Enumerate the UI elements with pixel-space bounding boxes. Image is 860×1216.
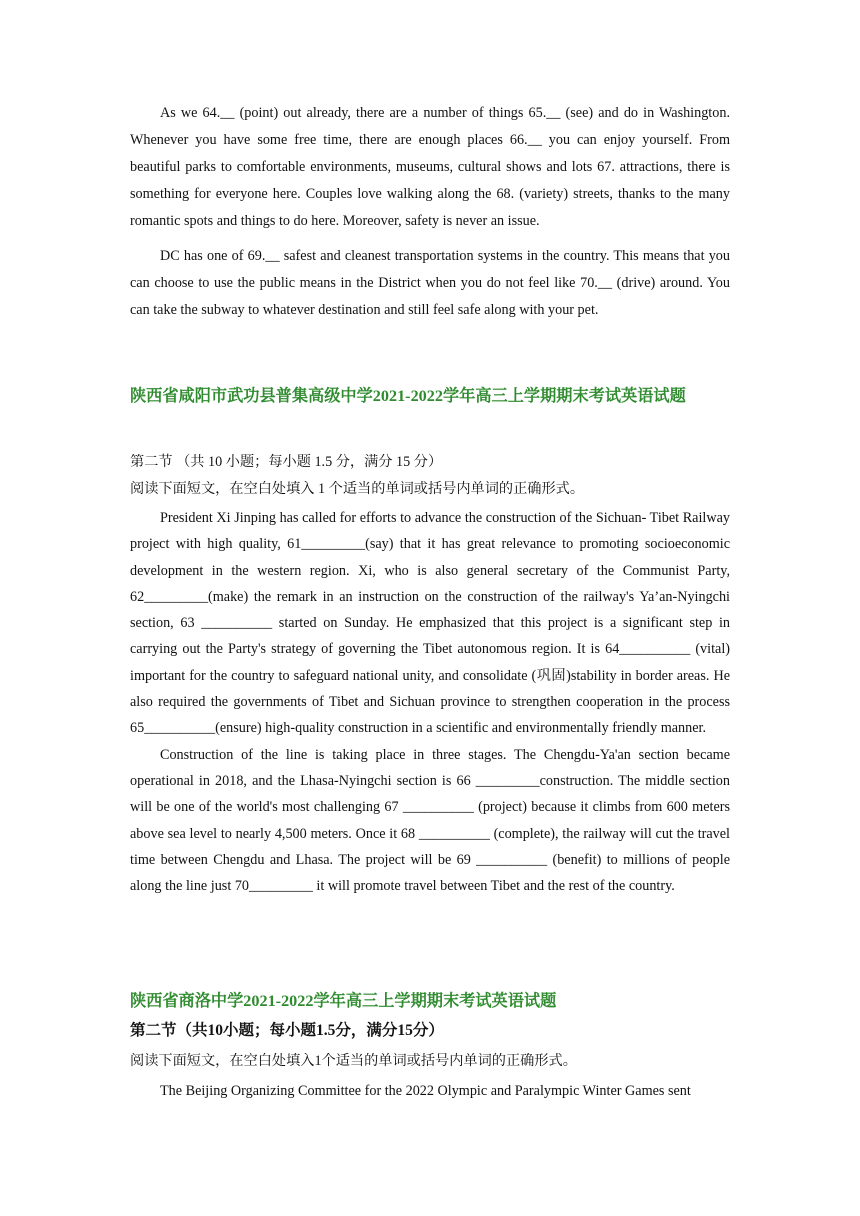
paragraph: Construction of the line is taking place in three stages. The Chengdu-Ya'an section became operational in 2018, and the Lhasa-Nyingchi section is 66 _________construction. The middle section will be one of the world's most challenging 67 __________ (project) because it climbs from 600 meters above sea level to nearly 4,500 meters. Once it 68 __________ (complete), the railway will cut the travel time between Chengdu and Lhasa. The project will be 69 __________ (benefit) to millions of people along the line just 70_________ it will promote travel between Tibet and the rest of the country.	[130, 746, 730, 895]
instruction-text: 阅读下面短文，在空白处填入 1 个适当的单词或括号内单词的正确形式。	[130, 481, 585, 497]
section-subtitle: 第二节 （共 10 小题；每小题 1.5 分，满分 15 分）	[130, 454, 443, 470]
passage-washington	[130, 100, 730, 324]
passage-railway	[130, 505, 730, 899]
paragraph: As we 64.__ (point) out already, there are a number of things 65.__ (see) and do in Washington. Whenever you have some free time, there are enough places 66.__ you can enjoy yourself. From beautiful parks to comfortable environments, museums, cultural shows and lots 67. attractions, there is something for everyone here. Couples love walking along the 68. (variety) streets, thanks to the many romantic spots and things to do here. Moreover, safety is never an issue.	[130, 105, 730, 229]
section-subtitle: 第二节（共10小题；每小题1.5分，满分15分）	[130, 1022, 444, 1039]
paragraph: The Beijing Organizing Committee for the 2022 Olympic and Paralympic Winter Games sent	[160, 1083, 691, 1099]
paragraph: DC has one of 69.__ safest and cleanest transportation systems in the country. This means that you can choose to use the public means in the District when you do not feel like 70.__ (drive) around. You can take the subway to whatever destination and still feel safe along with your pet.	[130, 248, 730, 318]
paragraph: President Xi Jinping has called for efforts to advance the construction of the Sichuan- Tibet Railway project with high quality, 61_________(say) that it has great relevance to promoting socioeconomic development in the western region. Xi, who is also general secretary of the Communist Party, 62_________(make) the remark in an instruction on the construction of the railway's Ya’an-Nyingchi section, 63 __________ started on Sunday. He emphasized that this project is a significant step in carrying out the Party's strategy of governing the Tibet autonomous region. It is 64__________ (vital) important for the country to safeguard national unity, and consolidate (巩固)stability in border areas. He also required the governments of Tibet and Sichuan province to strengthen cooperation in the process 65__________(ensure) high-quality construction in a scientific and environmentally friendly manner.	[130, 510, 730, 737]
passage-olympics	[130, 1078, 730, 1104]
section-title: 陕西省商洛中学2021-2022学年高三上学期期末考试英语试题	[130, 992, 557, 1010]
section-title: 陕西省咸阳市武功县普集高级中学2021-2022学年高三上学期期末考试英语试题	[130, 387, 686, 405]
instruction-text: 阅读下面短文，在空白处填入1个适当的单词或括号内单词的正确形式。	[130, 1053, 577, 1069]
